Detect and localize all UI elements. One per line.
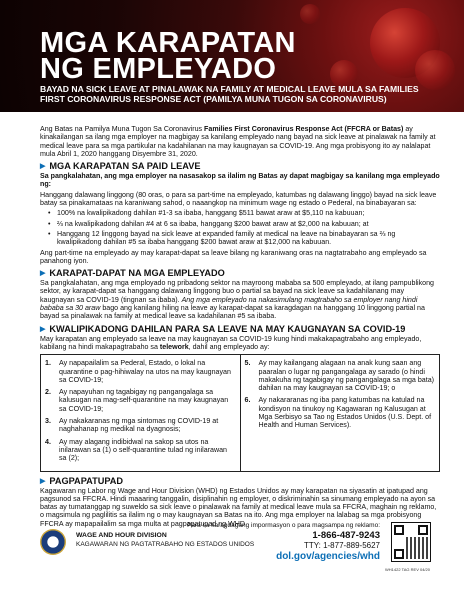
reason-item: 2. Ay napayuhan ng tagabigay ng pangangalaga sa kalusugan na mag-self-quarantine na may kaugnayan sa COVID-19; <box>45 388 229 413</box>
page-title: MGA KARAPATAN NG EMPLEYADO <box>40 27 296 85</box>
triangle-right-icon: ▶ <box>40 163 46 171</box>
intro-paragraph: Ang Batas na Pamilya Muna Tugon Sa Coronavirus Families First Coronavirus Response Act (FFCRA or Batas) ay kinakailangan sa ilang mga employer na magbigay sa kanilang empleyado nang bayad na sick leave at pinalawak na family at medical leave para sa mga partikular na kadahilanan na may kaugnayan sa COVID-19. Ang mga probisyong ito ay nalalapat mula Abril 1, 2020 hanggang Disyembre 31, 2020. <box>40 125 436 158</box>
virus-image <box>415 50 455 90</box>
list-item: • Hanggang 12 linggong bayad na sick leave at expanded family at medical na leave na binabayaran sa ⅔ ng kwalipikadong dahilan #5 sa ibaba hanggang $200 bawat araw at $12,000 na kabuuan. <box>48 230 440 247</box>
paid-leave-lead: Sa pangkalahatan, ang mga employer na nasasakop sa ilalim ng Batas ay dapat magbigay sa kanilang mga empleyado ng: <box>40 172 440 189</box>
header-banner <box>0 0 464 112</box>
contact-info: Para sa karagdagang impormasyon o para magsampa ng reklamo: 1-866-487-9243 TTY: 1-877-889-5627 dol.gov/agencies/whd <box>180 521 380 563</box>
enforcement-paragraph: Kagawaran ng Labor ng Wage and Hour Division (WHD) ng Estados Unidos ay may karapatan na siyasatin at ipatupad ang pagsunod sa FFCRA. Hindi maaaring tanggalin, disiplinahin ng employer, o diskriminahin sa sinumang empleyado na ayon sa batas ay tumatanggap ng suweldo sa sick leave o pinalawak na family at medical leave mula sa FFCRA, maghain ng reklamo, o magsimula ng paglilitis sa ilalim ng o may kaugnayan sa Batas na ito. Ang mga employer na lalabag sa mga probisyong FFCRA ay mapapailalim sa mga multa at pagpapatupad ng WHD <box>40 486 437 528</box>
list-item: • ⅔ na kwalipikadong dahilan #4 at 6 sa ibaba, hanggang $200 bawat araw at $2,000 na kabuuan; at <box>48 220 440 228</box>
reasons-column-right <box>240 355 440 470</box>
triangle-right-icon: ▶ <box>40 270 46 278</box>
section-heading-reasons: ▶ KWALIPIKADONG DAHILAN PARA SA LEAVE NA MAY KAUGNAYAN SA COVID-19 <box>40 323 406 334</box>
phone-number[interactable]: 1-866-487-9243 <box>312 530 380 541</box>
reason-item: 3. Ay nakakaranas ng mga sintomas ng COVID-19 at naghahanap ng medikal na dyagnosis; <box>45 417 219 434</box>
form-code: WH1422 TAG REV 04/20 <box>385 567 430 572</box>
reason-item: 1. Ay napapailalim sa Pederal, Estado, o lokal na quarantine o pag-hihiwalay na utos na may kaugnayan sa COVID-19; <box>45 359 231 384</box>
reasons-column-left <box>41 355 240 470</box>
reason-item: 5. Ay may kailangang alagaan na anak kung saan ang paaralan o lugar ng pangangalaga ay sarado (o hindi makakuha ng tagabigay ng pangangalaga sa mga bata) dahilan na may kaugnayan sa COVID-19; o <box>244 359 435 393</box>
triangle-right-icon: ▶ <box>40 477 46 485</box>
triangle-right-icon: ▶ <box>40 325 46 333</box>
section-heading-eligible: ▶ KARAPAT-DAPAT NA MGA EMPLEYADO <box>40 268 225 279</box>
tty-number[interactable]: TTY: 1-877-889-5627 <box>303 541 380 550</box>
reason-item: 6. Ay nakararanas ng iba pang katumbas na katulad na kondisyon na tinukoy ng Kagawaran ng Kalusugan at Mga Serbisyo sa Tao ng Estados Unidos (U.S. Dept. of Health and Human Services). <box>244 396 432 430</box>
main-content <box>40 125 440 530</box>
page-subtitle: BAYAD NA SICK LEAVE AT PINALAWAK NA FAMILY AT MEDICAL LEAVE MULA SA FAMILIES FIRST CORONAVIRUS RESPONSE ACT (PAMILYA MUNA TUGON SA CORONAVIRUS) <box>40 84 419 104</box>
paid-leave-paragraph: Hanggang dalawang linggong (80 oras, o para sa part-time na empleyado, katumbas ng dalawang linggo) bayad na sick leave batay sa pinakamataas na karaniwang sahod, o naaangkop na minimum wage ng estado o Pederal, na binabayaran sa: <box>40 190 437 208</box>
list-item: • 100% na kwalipikadong dahilan #1-3 sa ibaba, hanggang $511 bawat araw at $5,110 na kabuuan; <box>48 209 440 217</box>
reasons-box <box>40 354 440 471</box>
footer <box>0 515 464 600</box>
section-heading-paid-leave: ▶ MGA KARAPATAN SA PAID LEAVE <box>40 161 201 172</box>
eligible-paragraph: Sa pangkalahatan, ang mga employado ng pribadong sektor na mayroong mababa sa 500 empleyado, at ilang pampublikong sektor, ay karapat-dapat sa hanggang dalawang linggong buo o partial sa bayad na sick leave sa kadahilanang may kaugnayan sa COVID-19 (tingnan sa ibaba). Ang mga empleyado na nakasimulang magtrabaho sa employer nang hindi bababa sa 30 araw bago ang kanilang hiling na leave ay karapat-dapat sa karagdagan na hanggang 10 linggong partial na bayad sa pinalawak na family at medical leave sa kadahilanan #5 sa ibaba. <box>40 279 434 321</box>
reasons-paragraph: May karapatan ang empleyado sa leave na may kaugnayan sa COVID-19 kung hindi makakapagtrabaho ang empleyado, kabilang na hindi makapagtrabaho sa telework, dahil ang empleyado ay: <box>40 334 422 351</box>
paid-leave-list <box>48 209 440 246</box>
qr-code-icon[interactable] <box>391 522 431 562</box>
section-heading-enforcement: ▶ PAGPAPATUPAD <box>40 475 124 486</box>
website-link[interactable]: dol.gov/agencies/whd <box>276 551 380 562</box>
part-time-paragraph: Ang part-time na empleyado ay may karapat-dapat sa leave bilang ng karaniwang oras na nagtatrabaho ang empleyado sa panahong iyon. <box>40 248 427 265</box>
dol-seal-icon <box>40 529 66 555</box>
reason-item: 4. Ay may alagang indibidwal na sakop sa utos na inilarawan sa (1) o self-quarantine tulad ng inilarawan sa (2); <box>45 437 227 463</box>
agency-name: WAGE AND HOUR DIVISION KAGAWARAN NG PAGTATRABAHO NG ESTADOS UNIDOS <box>76 532 255 548</box>
virus-image <box>300 4 320 24</box>
